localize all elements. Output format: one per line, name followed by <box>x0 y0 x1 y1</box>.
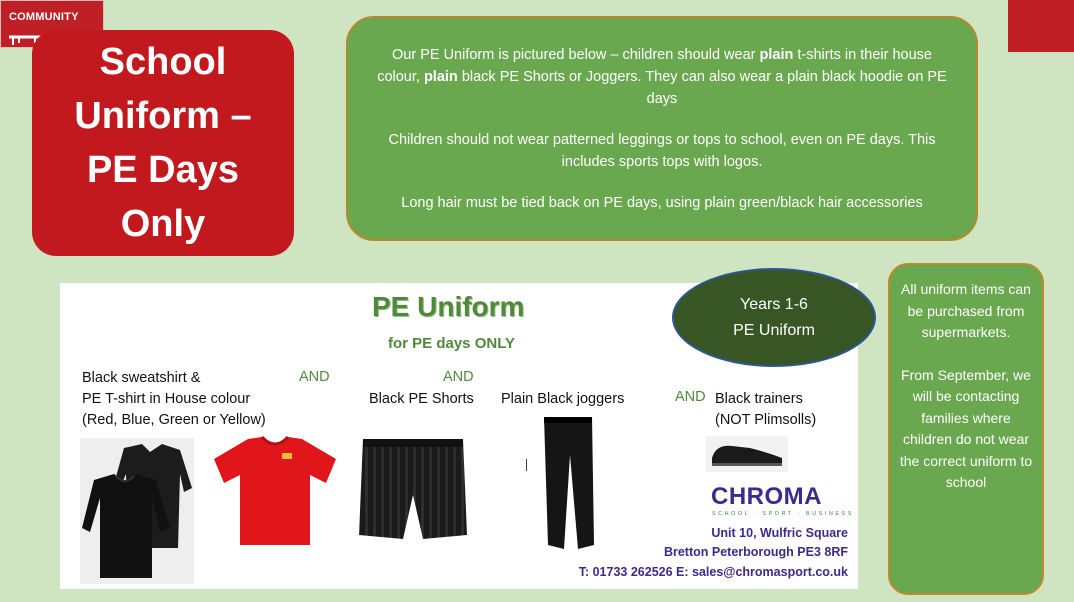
community-label: COMMUNITY <box>9 11 79 23</box>
sweatshirt-tshirt-label: Black sweatshirt & PE T-shirt in House colour (Red, Blue, Green or Yellow) <box>82 370 266 428</box>
shorts-label: Black PE Shorts <box>369 391 474 407</box>
title-panel <box>32 30 294 256</box>
trainers-image <box>706 436 788 472</box>
sweatshirt-image <box>80 438 194 584</box>
red-tshirt-image <box>210 435 340 547</box>
info-text: black PE Shorts or Joggers. They can also wear a plain black hoodie on PE days <box>457 69 947 107</box>
shorts-image <box>357 435 469 547</box>
side-panel <box>888 263 1044 595</box>
joggers-label: Plain Black joggers <box>501 391 625 407</box>
poster-title: PE Uniform <box>372 291 525 322</box>
emphasis-text: plain <box>759 47 794 63</box>
side-paragraph-september: From September, we will be contacting families where children do not wear the correct uniform to school <box>899 366 1033 490</box>
address-line-2: Bretton Peterborough PE3 8RF <box>663 545 848 559</box>
and-label: AND <box>675 389 706 405</box>
corner-decoration <box>1008 0 1074 52</box>
side-paragraph-purchase: All uniform items can be purchased from supermarkets. <box>901 281 1031 340</box>
info-text: t-shirts in their house colour, <box>377 47 932 85</box>
chroma-logo: CHROMA <box>711 483 822 510</box>
info-text: Our PE Uniform is pictured below – children should wear <box>392 47 760 63</box>
chroma-tagline: SCHOOL · SPORT · BUSINESS <box>712 511 854 517</box>
years-ellipse <box>672 268 876 367</box>
address-line-1: Unit 10, Wulfric Square <box>711 526 848 540</box>
divider <box>526 459 527 471</box>
page-title: School Uniform – PE Days Only <box>74 41 252 245</box>
and-label: AND <box>299 369 330 385</box>
joggers-image <box>538 415 598 555</box>
info-panel <box>346 16 978 241</box>
poster-subtitle: for PE days ONLY <box>388 335 515 352</box>
trainers-label: Black trainers (NOT Plimsolls) <box>715 391 817 428</box>
contact-line: T: 01733 262526 E: sales@chromasport.co.uk <box>578 565 848 579</box>
info-paragraph-hair: Long hair must be tied back on PE days, using plain green/black hair accessories <box>401 195 923 211</box>
years-label: Years 1-6 PE Uniform <box>733 295 815 339</box>
info-paragraph-patterns: Children should not wear patterned leggings or tops to school, even on PE days. This includes sports tops with logos. <box>388 132 936 170</box>
emphasis-text: plain <box>423 69 458 85</box>
info-paragraph-uniform <box>370 44 954 110</box>
and-label: AND <box>443 369 474 385</box>
